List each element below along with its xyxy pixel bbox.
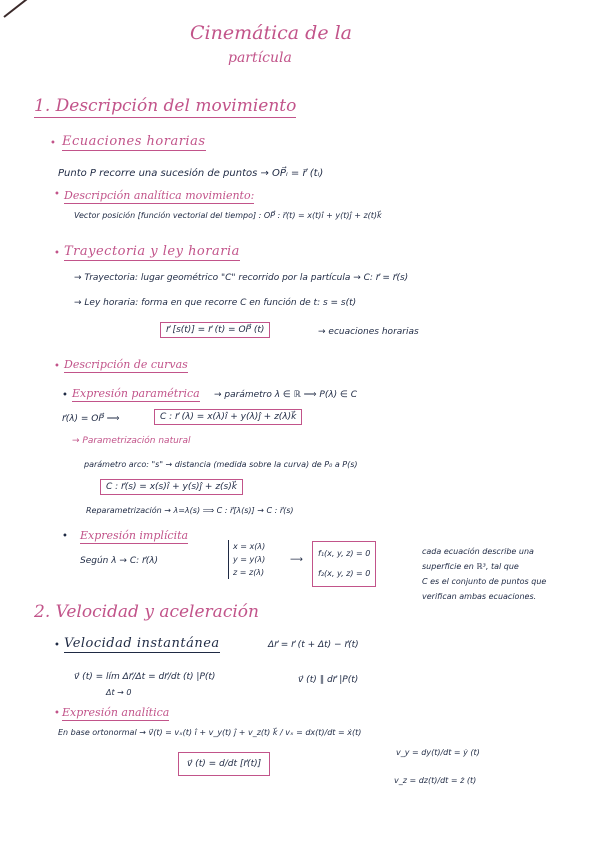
ecuaciones-horarias-note: → ecuaciones horarias [318,327,419,337]
implicita-system [228,540,265,579]
section-1-heading: 1. Descripción del movimiento [34,96,297,116]
section-2-heading: 2. Velocidad y aceleración [34,602,259,622]
implicita-note-4: verifican ambas ecuaciones. [422,592,537,601]
velocidad-paralela: v⃗ (t) ∥ dr⃗ |P(t) [298,675,359,685]
velocidad-instantanea-heading: Velocidad instantánea [64,636,220,651]
bullet-icon: • [50,138,56,149]
reparametrizacion-line: Reparametrización → λ=λ(s) ⟹ C : r⃗[λ(s)] → C : r⃗(s) [86,506,294,515]
implicita-note-3: C es el conjunto de puntos que [422,577,547,586]
descripcion-curvas-heading: Descripción de curvas [64,358,188,371]
vy-line: v_y = dy(t)/dt = ẏ (t) [396,748,480,757]
velocidad-limite-sub: Δt → 0 [106,688,132,697]
implicita-z: z = z(λ) [233,568,265,577]
bullet-icon: • [54,189,60,200]
vz-line: v_z = dz(t)/dt = ż (t) [394,776,477,785]
expresion-analitica-heading: Expresión analítica [62,706,170,719]
trayectoria-heading: Trayectoria y ley horaria [64,244,240,259]
ecuaciones-horarias-box: r⃗ [s(t)] = r⃗ (t) = OP⃗ (t) [160,322,270,338]
parametro-note: → parámetro λ ∈ ℝ ⟹ P(λ) ∈ C [214,390,358,400]
page-subtitle: partícula [228,50,292,66]
bullet-icon: • [54,640,60,651]
implicita-arrow: ⟶ [290,555,303,565]
base-ortonormal-line: En base ortonormal → v⃗(t) = vₓ(t) î + v_y(t) ĵ + v_z(t) k⃗ / vₓ = dx(t)/dt = ẋ(t) [58,728,362,737]
implicita-note [422,544,546,604]
ecuaciones-horarias-line: Punto P recorre una sucesión de puntos → OP⃗ᵢ = r⃗ (tᵢ) [58,168,324,179]
trayectoria-line: → Trayectoria: lugar geométrico "C" recorrido por la partícula → C: r⃗ = r⃗(s) [74,273,409,283]
bullet-icon: • [54,708,60,719]
parametrizacion-natural-heading: → Parametrización natural [72,436,191,446]
parametrica-box: C : r⃗ (λ) = x(λ)î + y(λ)ĵ + z(λ)k⃗ [154,409,302,425]
expresion-parametrica-heading: Expresión paramétrica [72,387,200,400]
velocidad-limite: v⃗ (t) = lím Δr⃗/Δt = dr⃗/dt (t) |P(t) [74,672,216,682]
velocidad-box: v⃗ (t) = d/dt [r⃗(t)] [178,752,270,776]
implicita-f1: f₁(x, y, z) = 0 [318,549,371,558]
vector-posicion-line: Vector posición [función vectorial del tiempo] : OP⃗ : r⃗(t) = x(t)î + y(t)ĵ + z(t)k⃗ [74,211,382,220]
parametrica-left: r⃗(λ) = OP⃗ ⟹ [62,414,120,424]
parametro-arco-line: parámetro arco: "s" → distancia (medida sobre la curva) de P₀ a P(s) [84,460,358,469]
bullet-icon: • [62,531,68,542]
descripcion-analitica-heading: Descripción analítica movimiento: [64,189,255,202]
parametrizacion-natural-box: C : r⃗(s) = x(s)î + y(s)ĵ + z(s)k⃗ [100,479,243,495]
pen-mark-icon [3,0,31,18]
implicita-note-1: cada ecuación describe una [422,547,534,556]
bullet-icon: • [62,390,68,401]
implicita-left: Según λ → C: r⃗(λ) [80,556,159,566]
bullet-icon: • [54,361,60,372]
implicita-f2: f₂(x, y, z) = 0 [318,569,371,578]
implicita-y: y = y(λ) [233,555,266,564]
page-title: Cinemática de la [190,22,353,44]
implicita-note-2: superficie en ℝ³, tal que [422,562,519,571]
ecuaciones-horarias-heading: Ecuaciones horarias [62,134,206,149]
implicita-box [312,541,376,587]
bullet-icon: • [54,248,60,259]
implicita-x: x = x(λ) [233,542,266,551]
ley-horaria-line: → Ley horaria: forma en que recorre C en función de t: s = s(t) [74,298,357,308]
delta-r-line: Δr⃗ = r⃗ (t + Δt) − r⃗(t) [268,640,359,650]
expresion-implicita-heading: Expresión implícita [80,529,189,542]
